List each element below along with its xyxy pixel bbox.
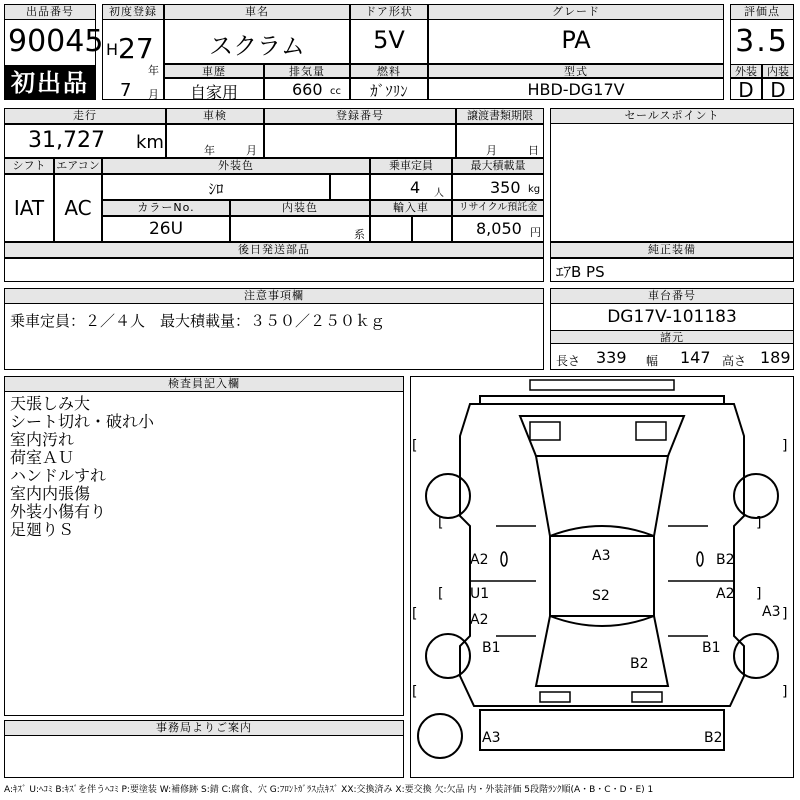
color-no-label: カラーNo.: [102, 200, 230, 216]
grade-label: グレード: [428, 4, 724, 20]
height-label: 高さ: [722, 354, 747, 368]
dims-label: 諸元: [550, 330, 794, 344]
capacity-value: 4: [410, 178, 421, 197]
ac-value: AC: [64, 196, 92, 220]
int-color-cell: [230, 216, 370, 242]
max-load-unit: kg: [528, 184, 541, 195]
grade-value: PA: [561, 26, 591, 54]
mileage-unit: km: [136, 132, 164, 153]
history-value: 自家用: [189, 83, 238, 102]
displacement-unit: cc: [330, 86, 341, 97]
history-label: 車歴: [164, 64, 264, 78]
transfer-label: 譲渡書類期限: [456, 108, 544, 124]
first-reg-label: 初度登録: [102, 4, 164, 20]
length-label: 長さ: [556, 354, 581, 368]
inspector-lines: [10, 395, 154, 539]
genuine-value: ｴｱB PS: [556, 263, 605, 281]
recycle-value: 8,050: [476, 219, 522, 238]
reg-month: 7: [120, 80, 132, 101]
ac-label: エアコン: [54, 158, 102, 174]
bracket-right-1: ]: [756, 515, 762, 531]
inspection-month-unit: 月: [246, 144, 257, 157]
chassis-label: 車台番号: [550, 288, 794, 304]
damage-mark: B1: [482, 640, 501, 656]
recycle-label: リサイクル預託金: [452, 200, 544, 216]
width-value: 147: [680, 348, 711, 367]
mileage-value: 31,727: [28, 128, 105, 153]
score-label: 評価点: [730, 4, 794, 20]
length-value: 339: [596, 348, 627, 367]
ext-color-value: ｼﾛ: [208, 180, 224, 198]
int-color-suffix: 系: [354, 228, 365, 241]
inspection-year-unit: 年: [204, 144, 215, 157]
inspector-line: 荷室ＡＵ: [10, 448, 75, 467]
fuel-value: ｶﾞｿﾘﾝ: [370, 82, 408, 100]
transfer-month-unit: 月: [486, 144, 497, 157]
ext-color-label: 外装色: [102, 158, 370, 174]
inspector-line: 外装小傷有り: [10, 502, 107, 521]
bracket-left-top: [: [412, 438, 418, 454]
int-color-label: 内装色: [230, 200, 370, 216]
color-no-value: 26U: [148, 219, 184, 239]
import-cell: [370, 216, 412, 242]
reg-era: H: [106, 40, 119, 59]
reg-year: 27: [118, 32, 154, 65]
name-value: スクラム: [209, 32, 305, 60]
chassis-value: DG17V-101183: [607, 307, 737, 327]
interior-value: D: [770, 78, 786, 102]
score-value: 3.5: [735, 24, 789, 59]
reg-number-label: 登録番号: [264, 108, 456, 124]
recycle-unit: 円: [530, 226, 541, 239]
parts-label: 後日発送部品: [4, 242, 544, 258]
bracket-left-2: [: [438, 586, 444, 602]
door-label: ドア形状: [350, 4, 428, 20]
inspection-label: 車検: [166, 108, 264, 124]
notes-label: 注意事項欄: [4, 288, 544, 304]
width-label: 幅: [646, 354, 659, 368]
office-label: 事務局よりご案内: [4, 720, 404, 736]
capacity-unit: 人: [434, 188, 444, 199]
genuine-label: 純正装備: [550, 242, 794, 258]
inspector-line: 足廻りＳ: [10, 520, 75, 539]
first-listing-badge: 初出品: [4, 66, 96, 100]
bracket-left-1: [: [438, 515, 444, 531]
model-label: 型式: [428, 64, 724, 78]
displacement-label: 排気量: [264, 64, 350, 78]
damage-mark: A2: [470, 552, 489, 568]
exterior-label: 外装: [730, 64, 762, 78]
reg-month-unit: 月: [148, 88, 159, 101]
damage-mark: B2: [716, 552, 735, 568]
model-value: HBD-DG17V: [527, 80, 625, 99]
transfer-day-unit: 日: [528, 144, 539, 157]
bracket-right-mid: ]: [782, 606, 788, 622]
damage-mark: S2: [592, 588, 610, 604]
damage-mark: B2: [704, 730, 723, 746]
parts-cell: [4, 258, 544, 282]
import-cell-2: [412, 216, 452, 242]
max-load-label: 最大積載量: [452, 158, 544, 174]
name-label: 車名: [164, 4, 350, 20]
inspector-line: 天張しみ大: [10, 394, 91, 413]
import-label: 輸入車: [370, 200, 452, 216]
listing-number-label: 出品番号: [4, 4, 96, 20]
ext-color-cell-2: [330, 174, 370, 200]
displacement-value: 660: [292, 80, 323, 99]
bracket-right-bot: ]: [782, 684, 788, 700]
sales-point-box: [550, 108, 794, 242]
bracket-right-2: ]: [756, 586, 762, 602]
interior-label: 内装: [762, 64, 794, 78]
reg-year-unit: 年: [148, 64, 159, 77]
inspector-line: ハンドルすれ: [10, 466, 107, 485]
damage-mark: U1: [470, 586, 490, 602]
shift-value: IAT: [13, 196, 45, 220]
car-diagram: [410, 376, 794, 778]
door-value: 5V: [373, 26, 405, 54]
max-load-value: 350: [490, 178, 521, 197]
damage-mark: A2: [470, 612, 489, 628]
bracket-right-top: ]: [782, 438, 788, 454]
reg-number-cell: [264, 124, 456, 158]
damage-mark: A3: [592, 548, 611, 564]
capacity-label: 乗車定員: [370, 158, 452, 174]
inspector-line: 室内内張傷: [10, 484, 91, 503]
bracket-left-bot: [: [412, 684, 418, 700]
exterior-value: D: [738, 78, 754, 102]
notes-value: 乗車定員：２／４人 最大積載量：３５０／２５０ｋｇ: [10, 312, 386, 330]
shift-label: シフト: [4, 158, 54, 174]
listing-number-value: 90045: [8, 24, 104, 59]
damage-mark: B1: [702, 640, 721, 656]
sales-point-label: セールスポイント: [550, 108, 794, 124]
height-value: 189: [760, 348, 791, 367]
bracket-left-mid: [: [412, 606, 418, 622]
inspector-label: 検査員記入欄: [4, 376, 404, 392]
damage-mark: B2: [630, 656, 649, 672]
fuel-label: 燃料: [350, 64, 428, 78]
damage-mark: A2: [716, 586, 735, 602]
inspector-line: 室内汚れ: [10, 430, 75, 449]
legend-text: A:ｷｽﾞ U:ﾍｺﾐ B:ｷｽﾞを伴うﾍｺﾐ P:要塗装 W:補修跡 S:錆 C:腐食、穴 G:ﾌﾛﾝﾄｶﾞﾗｽ点ｷｽﾞ XX:交換済み X:要交換 欠:欠品 内・外装評価 5段階ﾗﾝｸ順(A・B・C・D・E) 1: [4, 785, 654, 795]
damage-mark: A3: [482, 730, 501, 746]
inspector-line: シート切れ・破れ小: [10, 412, 155, 431]
damage-mark: A3: [762, 604, 781, 620]
mileage-label: 走行: [4, 108, 166, 124]
